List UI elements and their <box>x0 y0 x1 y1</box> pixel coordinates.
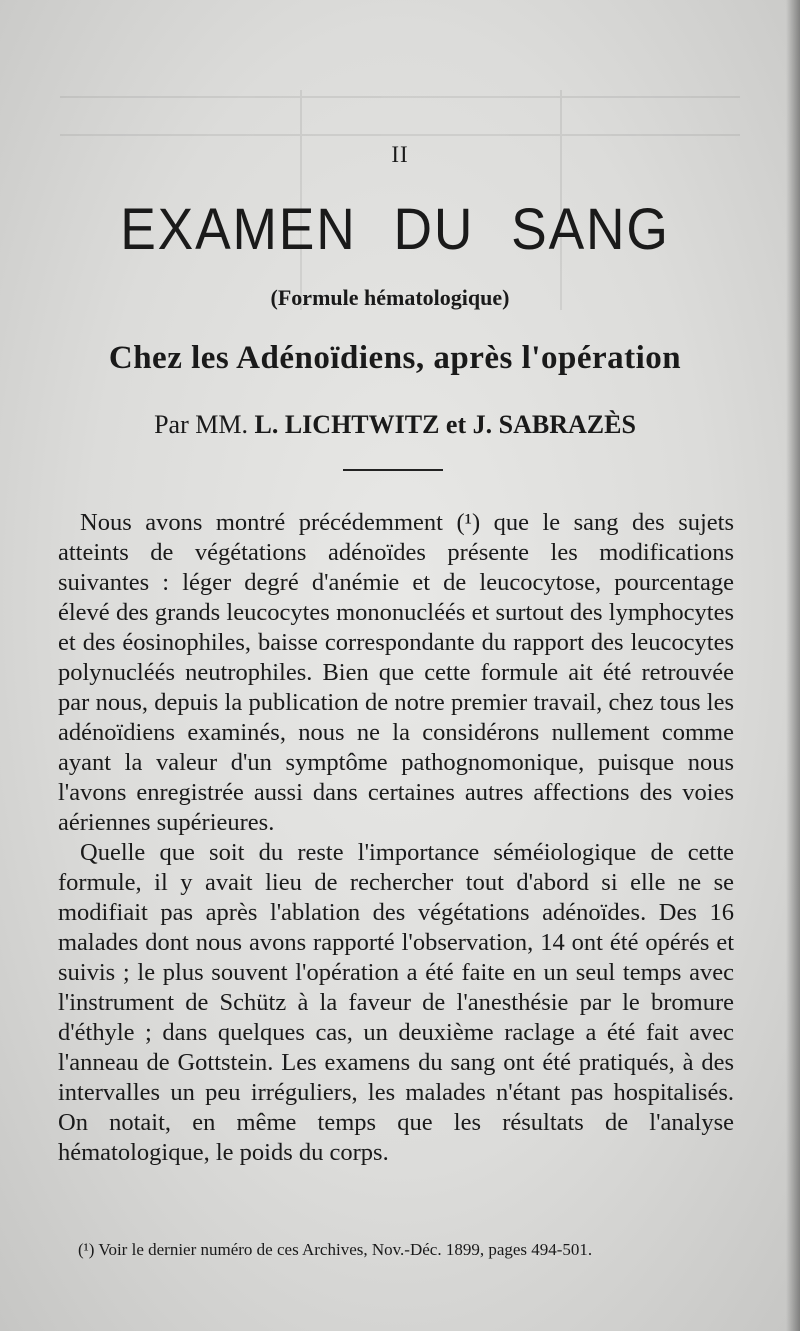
page-edge-shadow <box>786 0 800 1331</box>
article-heading: Chez les Adénoïdiens, après l'opération <box>108 340 682 376</box>
author-line <box>0 410 790 440</box>
footnote-text: Voir le dernier numéro de ces Archives, Nov.-Déc. 1899, pages 494-501. <box>98 1240 593 1259</box>
section-number: II <box>391 142 409 167</box>
author-names: L. LICHTWITZ et J. SABRAZÈS <box>254 410 636 439</box>
paragraph-1: Nous avons montré précédemment (¹) que le sang des sujets atteints de végétations adénoïdes présente les modifications suivantes : léger degré d'anémie et de leucocytose, pourcentage élevé des grands leucocytes mononucléés et surtout des lymphocytes et des éosinophiles, baisse correspondante du rapport des leucocytes polynucléés neutrophiles. Bien que cette formule ait été retrouvée par nous, depuis la publication de notre premier travail, chez tous les adénoïdiens examinés, nous ne la considérons nullement comme ayant la valeur d'un symptôme pathognomonique, puisque nous l'avons enregistrée aussi dans certaines autres affections des voies aériennes supérieures. <box>58 509 734 836</box>
footnote-marker: (¹) <box>78 1240 95 1259</box>
article-title: EXAMEN DU SANG <box>120 197 670 262</box>
author-prefix: Par MM. <box>154 410 248 439</box>
article-subtitle: (Formule hématologique) <box>270 285 510 310</box>
paragraph-2: Quelle que soit du reste l'importance séméiologique de cette formule, il y avait lieu de rechercher tout d'abord si elle ne se modifiait pas après l'ablation des végétations adénoïdes. Des 16 malades dont nous avons rapporté l'observation, 14 ont été opérés et suivis ; le plus souvent l'opération a été faite en un seul temps avec l'instrument de Schütz à la faveur de l'anesthésie par le bromure d'éthyle ; dans quelques cas, un deuxième raclage a été fait avec l'anneau de Gottstein. Les examens du sang ont été pratiqués, à des intervalles un peu irréguliers, les malades n'étant pas hospitalisés. On notait, en même temps que les résultats de l'analyse hématologique, le poids du corps. <box>58 839 734 1166</box>
separator-rule <box>343 469 443 471</box>
footnote <box>78 1238 758 1262</box>
body-text <box>58 508 734 1168</box>
